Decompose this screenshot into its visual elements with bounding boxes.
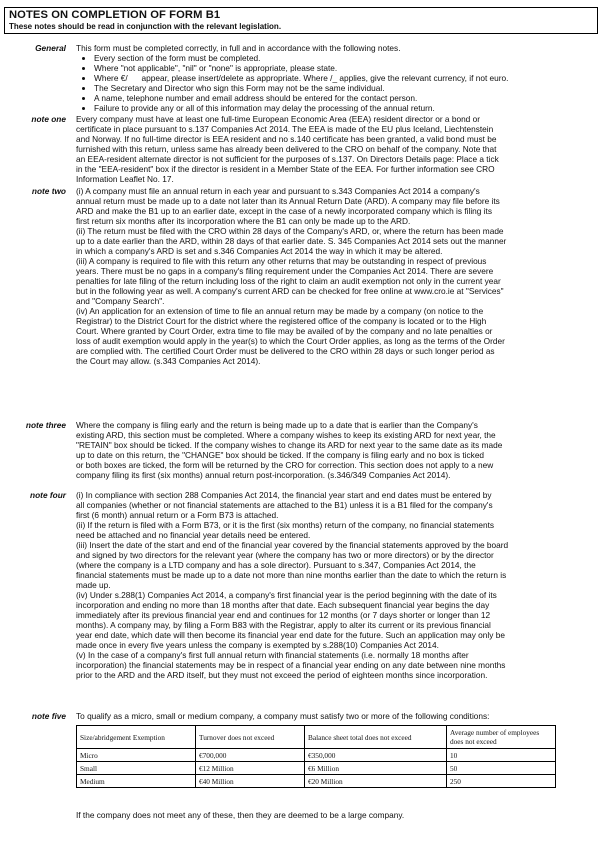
general-bullet: • Failure to provide any or all of this information may delay the processing of the annual return. xyxy=(94,103,596,113)
note-line: all companies (whether or not financial statements are attached to the B1) unless it is a B1 filed for the company's xyxy=(76,500,493,510)
note-line: year end date, which date will then become its financial year end date for the future. Such an application may only be xyxy=(76,630,505,640)
note-line: Information Leaflet No. 17. xyxy=(76,174,174,184)
note-line: certificate in place pursuant to s.137 Companies Act 2014. The EEA is made of the EU plus Iceland, Liechtenstein xyxy=(76,124,494,134)
note-line: in which a company's ARD is set and s.346 Companies Act 2014 the way in which it may be altered. xyxy=(76,246,443,256)
note-five-intro: To qualify as a micro, small or medium company, a company must satisfy two or more of the following conditions: xyxy=(76,711,490,721)
note-line: (ii) The return must be filed with the CRO within 28 days of the Company's ARD, or, where the return has been made xyxy=(76,226,504,236)
table-cell: €40 Million xyxy=(196,775,305,788)
note-line: (ii) If the return is filed with a Form B73, or it is the first (six months) return of the company, no financial statements xyxy=(76,520,495,530)
section-label-general: General xyxy=(35,43,66,53)
note-line: annual return must be made up to a date not later than its Annual Return Date (ARD). A company may file before its xyxy=(76,196,500,206)
note-line: (i) In compliance with section 288 Companies Act 2014, the financial year start and end dates must be entered by xyxy=(76,490,492,500)
section-label-note-four: note four xyxy=(30,490,66,500)
note-line: in the "EEA-resident" box if the director is resident in a Member State of the EEA. For further information see CRO xyxy=(76,164,495,174)
note-line: Court. Where granted by Court Order, extra time to file may be availed of by the company and no late penalties or xyxy=(76,326,493,336)
table-cell: Medium xyxy=(77,775,196,788)
note-line: Where the company is filing early and the return is being made up to a date that is earlier than the Company's xyxy=(76,420,478,430)
section-body-note-three xyxy=(76,420,596,480)
note-line: made up. xyxy=(76,580,111,590)
table-header-row xyxy=(77,726,556,749)
note-line: the Court may allow. (s.343 Companies Act 2014). xyxy=(76,356,261,366)
table-cell: Micro xyxy=(77,749,196,762)
section-body-general xyxy=(76,43,596,113)
table-cell: €20 Million xyxy=(305,775,447,788)
table-row xyxy=(77,775,556,788)
section-body-note-two xyxy=(76,186,596,366)
note-line: Registrar) to the District Court for the district where the registered office of the company is located or to the High xyxy=(76,316,487,326)
note-line: financial statements must be made up to a date not more than nine months earlier than the date to which the return is xyxy=(76,570,507,580)
note-line: furnished with this return, unless same has already been delivered to the CRO on behalf of the company. Note that xyxy=(76,144,497,154)
table-header-cell: Average number of employees does not exceed xyxy=(447,726,556,749)
note-line: up to date on this return, the "CHANGE" box should be ticked. If the company is filing early and no box is ticked xyxy=(76,450,485,460)
note-line: (v) In the case of a company's first full annual return with financial statements (i.e. normally 18 months after xyxy=(76,650,469,660)
table-row xyxy=(77,749,556,762)
general-bullet: • A name, telephone number and email address should be entered for the contact person. xyxy=(94,93,596,103)
note-line: an EEA-resident alternate director is not sufficient for the purposes of s.137. On Directors Details page: Place a tick xyxy=(76,154,499,164)
note-line: need be attached and no financial year details need be entered. xyxy=(76,530,311,540)
notes-header xyxy=(4,7,598,34)
note-line: loss of audit exemption would apply in the year(s) to which the Court Order applies, as long as the terms of the Order xyxy=(76,336,505,346)
general-bullet: • Where "not applicable", "nil" or "none" is appropriate, please state. xyxy=(94,63,596,73)
note-line: existing ARD, this section must be completed. Where a company wishes to keep its existing ARD for next year, the xyxy=(76,430,496,440)
note-line: immediately after its previous financial year end and continues for 12 months (or 7 days shorter or longer than 12 xyxy=(76,610,491,620)
note-line: up to a date earlier than the ARD, within 28 days of that earlier date. S. 345 Companies Act 2014 sets out the manner xyxy=(76,236,507,246)
note-line: (iv) An application for an extension of time to file an annual return may be made by a company (on notice to the xyxy=(76,306,484,316)
section-body-note-five xyxy=(76,711,596,721)
table-header-cell: Size/abridgement Exemption xyxy=(77,726,196,749)
note-line: "RETAIN" box should be ticked. If the company wishes to change its ARD for next year to the same date as its made xyxy=(76,440,503,450)
note-line: and signed by two directors for the relevant year (where the company has two or more directors) or by the director xyxy=(76,550,494,560)
note-line: prior to the ARD and the ARD itself, but they must not exceed the period of eighteen months since incorporation. xyxy=(76,670,488,680)
note-line: (iii) A company is required to file with this return any other returns that may be outstanding in respect of previous xyxy=(76,256,487,266)
table-cell: 10 xyxy=(447,749,556,762)
section-label-note-five: note five xyxy=(31,711,66,721)
note-line: but in the following year as well. A company's current ARD can be checked for free online at www.cro.ie at "Services" xyxy=(76,286,504,296)
table-cell: €6 Million xyxy=(305,762,447,775)
note-line: first (6 month) annual return or a Form B73 is attached. xyxy=(76,510,279,520)
note-line: are complied with. The certified Court Order must be delivered to the CRO within 28 days or such longer period as xyxy=(76,346,495,356)
table-row xyxy=(77,762,556,775)
section-label-note-one: note one xyxy=(31,114,66,124)
note-line: and Norway. If no full-time director is EEA resident and no s.140 certificate has been granted, a valid bond must be xyxy=(76,134,497,144)
general-bullet: • Where €/ appear, please insert/delete as appropriate. Where /_ applies, give the relevant currency, if not euro. xyxy=(94,73,596,83)
note-line: or both boxes are ticked, the form will be returned by the CRO for correction. This section does not apply to a new xyxy=(76,460,494,470)
note-line: years. There must be no gaps in a company's filing requirement under the Companies Act 2014. There are severe xyxy=(76,266,494,276)
general-bullet: • Every section of the form must be completed. xyxy=(94,53,596,63)
note-line: ARD and make the B1 up to an earlier date, except in the case of a newly incorporated company which is filing its xyxy=(76,206,492,216)
table-cell: 250 xyxy=(447,775,556,788)
table-cell: €700,000 xyxy=(196,749,305,762)
note-line: (iii) Insert the date of the start and end of the financial year covered by the financial statements approved by the board xyxy=(76,540,509,550)
table-cell: €350,000 xyxy=(305,749,447,762)
note-line: penalties for late filing of the return including loss of the right to claim an audit exemption not only in the current year xyxy=(76,276,501,286)
general-bullets xyxy=(76,53,596,113)
note-line: first return six months after its incorporation where the B1 can only be made up to the ARD. xyxy=(76,216,411,226)
note-five-footer: If the company does not meet any of these, then they are deemed to be a large company. xyxy=(76,810,405,820)
note-line: months). A company may, by filing a Form B83 with the Registrar, apply to alter its current or its previous financial xyxy=(76,620,491,630)
table-cell: €12 Million xyxy=(196,762,305,775)
table-cell: 50 xyxy=(447,762,556,775)
section-body-note-four xyxy=(76,490,596,680)
page-subtitle: These notes should be read in conjunction with the relevant legislation. xyxy=(9,22,282,31)
section-label-note-three: note three xyxy=(25,420,66,430)
section-label-note-two: note two xyxy=(31,186,66,196)
table-header-cell: Turnover does not exceed xyxy=(196,726,305,749)
general-intro: This form must be completed correctly, in full and in accordance with the following notes. xyxy=(76,43,401,53)
page-title: NOTES ON COMPLETION OF FORM B1 xyxy=(9,9,221,21)
note-line: (i) A company must file an annual return in each year and pursuant to s.343 Companies Act 2014 a company's xyxy=(76,186,480,196)
section-body-note-one xyxy=(76,114,596,184)
general-bullet: • The Secretary and Director who sign this Form may not be the same individual. xyxy=(94,83,596,93)
table-cell: Small xyxy=(77,762,196,775)
note-line: company filing its first (six months) annual return post-incorporation. (s.346/349 Companies Act 2014). xyxy=(76,470,451,480)
size-thresholds-table xyxy=(76,725,556,788)
note-line: Every company must have at least one full-time European Economic Area (EEA) resident director or a bond or xyxy=(76,114,480,124)
note-line: (where the company is a LTD company and has a sole director). Pursuant to s.347, Companies Act 2014, the xyxy=(76,560,476,570)
table-header-cell: Balance sheet total does not exceed xyxy=(305,726,447,749)
note-line: made once in every five years unless the company is exempted by s.288(10) Companies Act 2014. xyxy=(76,640,439,650)
note-line: and "Company Search". xyxy=(76,296,165,306)
note-line: incorporation) the financial statements may be in respect of a financial year ending on any date between nine months xyxy=(76,660,506,670)
note-line: (iv) Under s.288(1) Companies Act 2014, a company's first financial year is the period beginning with the date of its xyxy=(76,590,497,600)
note-line: incorporation and ending no more than 18 months after that date. Each subsequent financial year begins the day xyxy=(76,600,490,610)
